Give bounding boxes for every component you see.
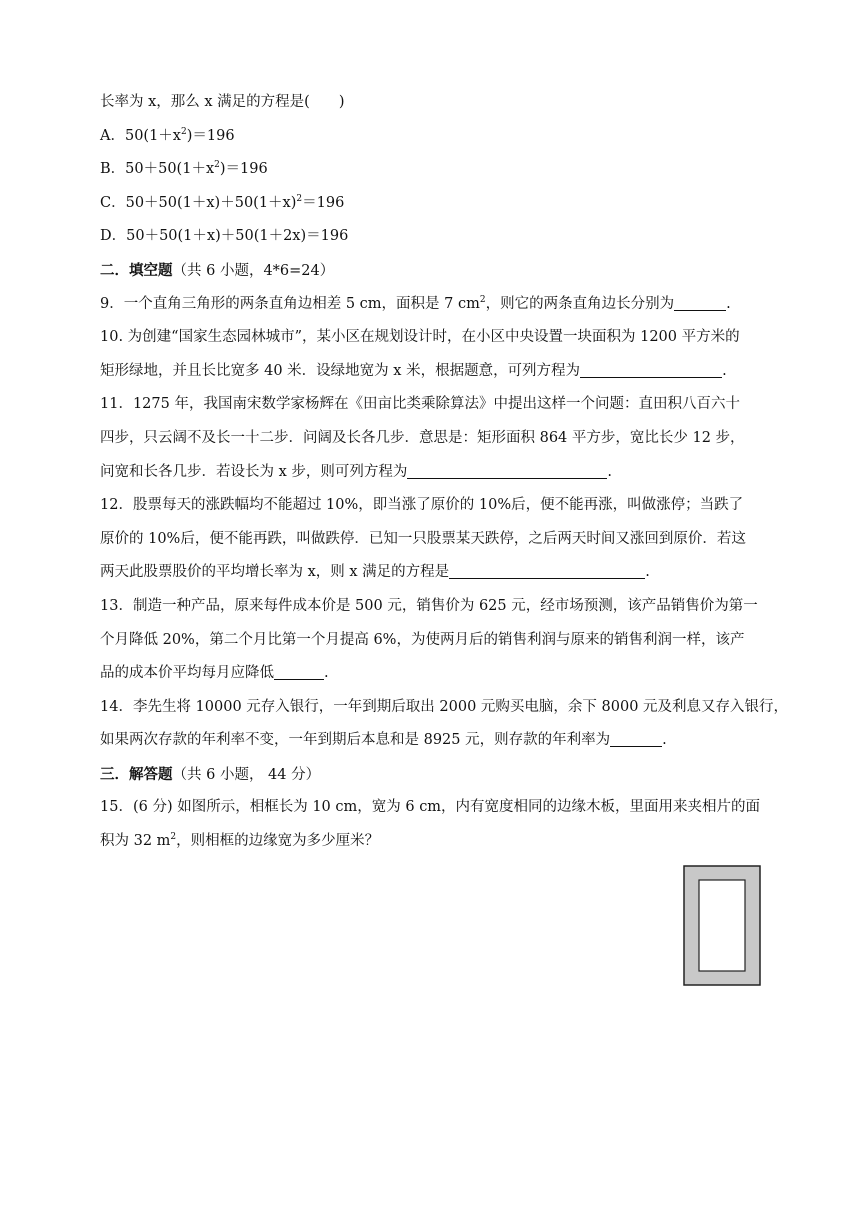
q13-line3 [100,657,768,691]
q9-sup: 2 [479,294,486,305]
q8-stem-tail: 长率为 x，那么 x 满足的方程是( ) [100,94,345,110]
q8-option-b-sup: 2 [214,160,220,171]
q14-line1: 14．李先生将 10000 元存入银行，一年到期后取出 2000 元购买电脑，余下 8000 元及利息又存入银行， [100,698,789,715]
q15-line1: 15．(6 分) 如图所示，相框长为 10 cm，宽为 6 cm，内有宽度相同的边缘木板，里面用来夹相片的面 [100,799,761,816]
q8-option-a-sup: 2 [180,126,187,137]
q9-text-post: ，则它的两条直角边长分别为 [485,295,675,312]
q11-line1: 11．1275 年，我国南宋数学家杨辉在《田亩比类乘除算法》中提出这样一个问题：直田积八百六十 [100,396,740,413]
section3-heading [100,758,768,792]
section3-note: （共 6 小题， 44 分） [172,766,321,783]
q15-line2-pre: 积为 32 m [100,833,171,850]
q8-option-a-post: )＝196 [186,127,235,144]
section2-note: （共 6 小题，4*6=24） [172,262,335,279]
q8-option-c-sup: 2 [296,193,303,204]
q10-end: . [722,362,727,379]
q14-answer-blank[interactable] [610,730,662,747]
q9-answer-blank[interactable] [674,294,726,311]
q14-end: . [662,732,667,749]
q12-line1: 12．股票每天的涨跌幅均不能超过 10%，即当涨了原价的 10%后，便不能再涨，叫做涨停；当跌了 [100,497,744,514]
q12-line3 [100,556,768,590]
q15-sup: 2 [170,832,177,843]
frame-inner-rect [699,880,745,971]
q13-line3-text: 品的成本价平均每月应降低 [100,665,274,682]
photo-frame-figure [683,865,761,986]
q9-text-pre: 9．一个直角三角形的两条直角边相差 5 cm，面积是 7 cm [100,295,480,312]
q8-option-b-pre: B．50＋50(1＋x [100,161,215,178]
q13-line2: 个月降低 20%，第二个月比第一个月提高 6%，为使两月后的销售利润与原来的销售利润一样，该产 [100,631,745,648]
q15-line2 [100,825,768,859]
q8-option-a-pre: A．50(1＋x [100,127,181,144]
q8-option-a [100,120,768,154]
q10-line1: 10. 为创建“国家生态园林城市”，某小区在规划设计时，在小区中央设置一块面积为 1200 平方米的 [100,329,740,346]
q12-end: . [645,564,650,581]
q11-line3 [100,456,768,490]
q11-answer-blank[interactable] [407,462,607,479]
q10-line2 [100,355,768,389]
q15-line2-post: ，则相框的边缘宽为多少厘米？ [176,833,380,850]
q8-option-b-post: )＝196 [219,161,268,178]
q13-line1: 13．制造一种产品，原来每件成本价是 500 元，销售价为 625 元，经市场预测，该产品销售价为第一 [100,597,758,614]
q9 [100,288,768,322]
q9-end: . [726,295,731,312]
q12-answer-blank[interactable] [449,562,645,579]
q12-line2: 原价的 10%后，便不能再跌，叫做跌停．已知一只股票某天跌停，之后两天时间又涨回到原价．若这 [100,530,746,547]
q8-option-c [100,187,768,221]
q12-line3-text: 两天此股票股价的平均增长率为 x，则 x 满足的方程是 [100,564,450,581]
q8-option-b [100,153,768,187]
section3-title: 三．解答题 [100,765,173,783]
section2-title: 二．填空题 [100,261,173,279]
q10-line2-text: 矩形绿地，并且长比宽多 40 米．设绿地宽为 x 米，根据题意，可列方程为 [100,362,581,379]
section2-heading [100,254,768,288]
q14-line2-text: 如果两次存款的年利率不变，一年到期后本息和是 8925 元，则存款的年利率为 [100,732,611,749]
document-page [100,86,789,859]
q11-line2: 四步，只云阔不及长一十二步．问阔及长各几步．意思是：矩形面积 864 平方步，宽比长少 12 步， [100,429,745,446]
q14-line2 [100,724,768,758]
q13-end: . [324,665,329,682]
q10-answer-blank[interactable] [580,361,722,378]
q13-answer-blank[interactable] [274,663,324,680]
q8-option-c-pre: C．50＋50(1＋x)＋50(1＋x) [100,194,297,211]
q8-option-d: D．50＋50(1＋x)＋50(1＋2x)＝196 [100,228,349,245]
q11-line3-text: 问宽和长各几步．若设长为 x 步，则可列方程为 [100,463,408,480]
q8-option-c-post: ＝196 [302,194,345,211]
q11-end: . [607,463,613,480]
